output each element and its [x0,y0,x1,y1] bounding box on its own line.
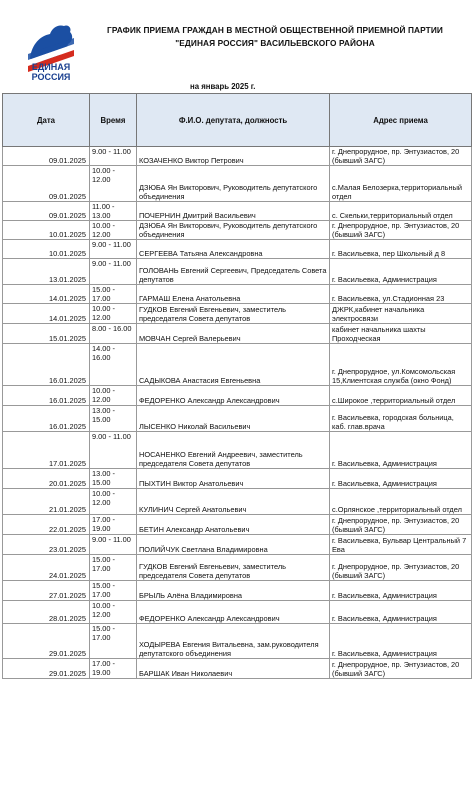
cell-name-text: ПЫХТИН Виктор Анатольевич [139,479,244,488]
cell-name [137,386,330,406]
table-row [3,304,472,324]
cell-name-text: БЕТИН Александр Анатольевич [139,525,250,534]
cell-time [90,304,137,324]
cell-name-text: ГУДКОВ Евгений Евгеньевич, заместитель председателя Совета депутатов [139,305,286,323]
table-row [3,324,472,344]
cell-time [90,489,137,515]
cell-date-text: 14.01.2025 [49,314,86,323]
cell-address-text: ДЖРК,кабинет начальника электросвязи [332,305,425,323]
cell-time [90,240,137,259]
cell-address [330,624,472,659]
cell-name-text: ФЕДОРЕНКО Александр Александрович [139,396,280,405]
cell-address [330,221,472,240]
cell-address [330,147,472,166]
cell-date-text: 27.01.2025 [49,591,86,600]
cell-name [137,515,330,535]
cell-time-text: 10.00 - 12.00 [92,601,116,619]
cell-address [330,406,472,432]
cell-name-text: ДЗЮБА Ян Викторович, Руководитель депутатского объединения [139,221,318,239]
cell-address-text: с. Скельки,территориальный отдел [332,211,453,220]
cell-time-text: 9.00 - 11.00 [92,147,131,156]
cell-name-text: ФЕДОРЕНКО Александр Александрович [139,614,280,623]
cell-name [137,285,330,304]
cell-time-text: 17.00 - 19.00 [92,515,116,533]
cell-time [90,344,137,386]
table-row [3,624,472,659]
cell-name [137,344,330,386]
cell-date [3,406,90,432]
cell-time [90,432,137,469]
cell-address [330,304,472,324]
table-row [3,166,472,202]
title-line-2: "ЕДИНАЯ РОССИЯ" ВАСИЛЬЕВСКОГО РАЙОНА [175,38,375,48]
cell-time-text: 15.00 - 17.00 [92,555,116,573]
cell-name [137,581,330,601]
cell-address [330,601,472,624]
cell-date-text: 16.01.2025 [49,422,86,431]
cell-date-text: 24.01.2025 [49,571,86,580]
cell-time-text: 9.00 - 11.00 [92,432,131,441]
cell-address-text: г. Днепрорудное, ул.Комсомольская 15,Клиентская служба (окно Фонд) [332,367,456,385]
cell-date-text: 22.01.2025 [49,525,86,534]
cell-address-text: г. Днепрорудное, пр. Энтузиастов, 20 (бывший ЗАГС) [332,562,460,580]
cell-name [137,147,330,166]
cell-time-text: 10.00 - 12.00 [92,386,116,404]
cell-name [137,659,330,679]
cell-name-text: СЕРГЕЕВА Татьяна Александровна [139,249,263,258]
cell-address-text: г. Васильевка, ул.Стадионная 23 [332,294,445,303]
cell-time [90,601,137,624]
table-row [3,581,472,601]
cell-name [137,432,330,469]
cell-date-text: 09.01.2025 [49,192,86,201]
cell-name [137,535,330,555]
table-row [3,386,472,406]
cell-name [137,469,330,489]
cell-address [330,344,472,386]
cell-time [90,259,137,285]
cell-time-text: 11.00 - 13.00 [92,202,115,220]
table-row [3,659,472,679]
cell-time-text: 10.00 - 12.00 [92,304,116,322]
cell-address [330,240,472,259]
cell-address [330,535,472,555]
cell-name-text: САДЫКОВА Анастасия Евгеньевна [139,376,261,385]
cell-time [90,324,137,344]
cell-address-text: г. Васильевка, Администрация [332,275,437,284]
table-row [3,555,472,581]
cell-time-text: 10.00 - 12.00 [92,221,116,239]
cell-address [330,202,472,221]
column-header-address: Адрес приема [330,94,472,147]
cell-name-text: ПОЧЕРНИН Дмитрий Васильевич [139,211,256,220]
cell-time [90,469,137,489]
column-header-time: Время [90,94,137,147]
page-title [95,24,455,50]
cell-address-text: с.Орлянское ,территориальный отдел [332,505,462,514]
cell-name-text: КУЛИНИЧ Сергей Анатольевич [139,505,247,514]
cell-date [3,259,90,285]
cell-time-text: 10.00 - 12.00 [92,489,116,507]
cell-date [3,432,90,469]
table-row [3,489,472,515]
cell-date-text: 16.01.2025 [49,376,86,385]
cell-date [3,221,90,240]
table-row [3,344,472,386]
cell-name [137,259,330,285]
cell-address [330,469,472,489]
cell-time [90,406,137,432]
cell-date [3,147,90,166]
table-row [3,406,472,432]
cell-date [3,202,90,221]
cell-time [90,581,137,601]
cell-date [3,535,90,555]
cell-address-text: с.Широкое ,территориальный отдел [332,396,456,405]
cell-address-text: г. Днепрорудное, пр. Энтузиастов, 20 (бывший ЗАГС) [332,221,460,239]
table-row [3,601,472,624]
column-header-date: Дата [3,94,90,147]
cell-time [90,515,137,535]
cell-address [330,166,472,202]
schedule-table [2,93,472,679]
cell-date-text: 28.01.2025 [49,614,86,623]
table-row [3,202,472,221]
cell-date [3,285,90,304]
cell-date [3,601,90,624]
cell-address-text: г. Васильевка, Администрация [332,614,437,623]
cell-name-text: МОВЧАН Сергей Валерьевич [139,334,241,343]
cell-date [3,489,90,515]
cell-address-text: г. Васильевка, Администрация [332,591,437,600]
cell-address [330,489,472,515]
cell-date-text: 23.01.2025 [49,545,86,554]
cell-address-text: с.Малая Белозерка,территориальный отдел [332,183,463,201]
cell-name-text: БРЫЛЬ Алёна Владимировна [139,591,243,600]
logo-line-1: ЕДИНАЯ [31,62,71,72]
cell-time-text: 10.00 - 12.00 [92,166,116,184]
table-header-row [3,94,472,147]
cell-name-text: ГОЛОВАНЬ Евгений Сергеевич, Председатель Совета депутатов [139,266,327,284]
cell-address-text: кабинет начальника шахты Проходческая [332,325,426,343]
cell-name [137,304,330,324]
cell-time-text: 9.00 - 11.00 [92,535,131,544]
cell-time [90,221,137,240]
cell-date [3,344,90,386]
cell-address-text: г. Днепрорудное, пр. Энтузиастов, 20 (бывший ЗАГС) [332,147,460,165]
cell-date-text: 29.01.2025 [49,669,86,678]
cell-address [330,259,472,285]
title-line-1: ГРАФИК ПРИЕМА ГРАЖДАН В МЕСТНОЙ ОБЩЕСТВЕННОЙ ПРИЕМНОЙ ПАРТИИ [107,25,443,35]
cell-address [330,659,472,679]
cell-address [330,285,472,304]
cell-date [3,240,90,259]
cell-time-text: 15.00 - 17.00 [92,581,116,599]
table-row [3,515,472,535]
table-row [3,147,472,166]
cell-address [330,515,472,535]
cell-address-text: г. Васильевка, городская больница, каб. глав.врача [332,413,454,431]
cell-name-text: ДЗЮБА Ян Викторович, Руководитель депутатского объединения [139,183,318,201]
cell-time [90,659,137,679]
cell-date [3,386,90,406]
cell-name [137,489,330,515]
cell-time-text: 14.00 - 16.00 [92,344,116,362]
cell-address [330,555,472,581]
cell-name [137,555,330,581]
cell-time-text: 8.00 - 16.00 [92,324,132,333]
cell-date-text: 09.01.2025 [49,156,86,165]
cell-time [90,202,137,221]
cell-address-text: г. Днепрорудное, пр. Энтузиастов, 20 (бывший ЗАГС) [332,516,460,534]
cell-name-text: БАРШАК Иван Николаевич [139,669,233,678]
page-subtitle: на январь 2025 г. [190,82,256,91]
cell-name-text: КОЗАЧЕНКО Виктор Петрович [139,156,244,165]
cell-name [137,202,330,221]
cell-time [90,285,137,304]
cell-time-text: 9.00 - 11.00 [92,240,131,249]
cell-date-text: 14.01.2025 [49,294,86,303]
cell-name [137,624,330,659]
cell-name [137,166,330,202]
cell-address-text: г. Васильевка, Бульвар Центральный 7 Ева [332,536,467,554]
cell-date [3,324,90,344]
cell-time [90,166,137,202]
cell-date [3,624,90,659]
cell-name-text: ХОДЫРЕВА Евгения Витальевна, зам.руководителя депутатского объединения [139,640,319,658]
cell-address [330,432,472,469]
cell-time-text: 9.00 - 11.00 [92,259,131,268]
cell-time-text: 15.00 - 17.00 [92,624,116,642]
cell-date-text: 21.01.2025 [49,505,86,514]
cell-date [3,515,90,535]
cell-time [90,535,137,555]
table-row [3,240,472,259]
cell-date-text: 29.01.2025 [49,649,86,658]
cell-time-text: 13.00 - 15.00 [92,406,116,424]
table-row [3,285,472,304]
table-row [3,535,472,555]
cell-date-text: 15.01.2025 [49,334,86,343]
cell-time-text: 15.00 - 17.00 [92,285,116,303]
cell-time [90,624,137,659]
table-row [3,221,472,240]
cell-date [3,555,90,581]
cell-date-text: 17.01.2025 [49,459,86,468]
cell-name-text: ПОЛИЙЧУК Светлана Владимировна [139,545,268,554]
column-header-name: Ф.И.О. депутата, должность [137,94,330,147]
logo-line-2: РОССИЯ [31,72,71,82]
cell-date-text: 09.01.2025 [49,211,86,220]
cell-date-text: 20.01.2025 [49,479,86,488]
cell-date-text: 10.01.2025 [49,249,86,258]
cell-address [330,324,472,344]
cell-address [330,386,472,406]
cell-date-text: 16.01.2025 [49,396,86,405]
cell-time [90,555,137,581]
cell-date [3,659,90,679]
table-row [3,259,472,285]
cell-name [137,406,330,432]
cell-date [3,166,90,202]
cell-address-text: г. Днепрорудное, пр. Энтузиастов, 20 (бывший ЗАГС) [332,660,460,678]
cell-date-text: 10.01.2025 [49,230,86,239]
cell-name-text: ЛЫСЕНКО Николай Васильевич [139,422,251,431]
table-row [3,432,472,469]
cell-address-text: г. Васильевка, Администрация [332,649,437,658]
cell-date [3,581,90,601]
cell-name-text: ГАРМАШ Елена Анатольевна [139,294,241,303]
cell-time-text: 13.00 - 15.00 [92,469,116,487]
cell-date [3,469,90,489]
cell-name-text: ГУДКОВ Евгений Евгеньевич, заместитель председателя Совета депутатов [139,562,286,580]
cell-name [137,240,330,259]
cell-name-text: НОСАНЕНКО Евгений Андреевич, заместитель председателя Совета депутатов [139,450,303,468]
cell-address-text: г. Васильевка, Администрация [332,459,437,468]
cell-date-text: 13.01.2025 [49,275,86,284]
cell-address [330,581,472,601]
cell-name [137,221,330,240]
cell-time [90,386,137,406]
cell-time-text: 17.00 - 19.00 [92,659,116,677]
logo-text [14,62,88,82]
cell-address-text: г. Васильевка, Администрация [332,479,437,488]
cell-date [3,304,90,324]
table-row [3,469,472,489]
cell-name [137,601,330,624]
cell-time [90,147,137,166]
cell-name [137,324,330,344]
cell-address-text: г. Васильевка, пер Школьный д 8 [332,249,446,258]
